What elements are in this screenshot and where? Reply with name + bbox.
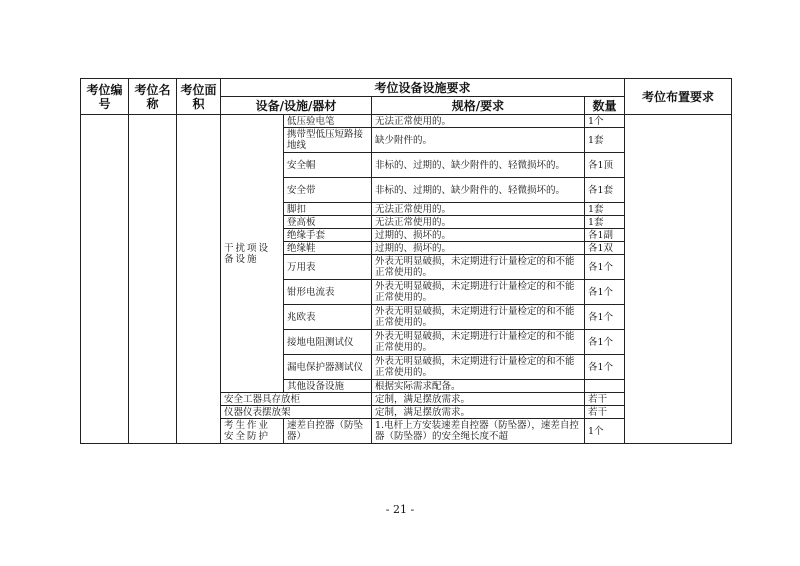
spec-cell: 外表无明显破损，未定期进行计量检定的和不能正常使用的。 (372, 330, 585, 355)
item-cell: 登高板 (284, 216, 372, 229)
qty-cell: 1个 (585, 419, 625, 444)
qty-cell: 各1副 (585, 229, 625, 242)
qty-cell: 各1个 (585, 280, 625, 305)
header-layout-requirements: 考位布置要求 (625, 79, 732, 115)
item-cell: 脚扣 (284, 203, 372, 216)
position-number-cell (81, 115, 129, 444)
qty-cell: 各1顶 (585, 153, 625, 178)
spec-cell: 非标的、过期的、缺少附件的、轻微损坏的。 (372, 178, 585, 203)
qty-cell: 各1个 (585, 330, 625, 355)
page-number: - 21 - (385, 503, 415, 516)
spec-cell: 无法正常使用的。 (372, 115, 585, 128)
position-name-cell (129, 115, 177, 444)
qty-cell: 若干 (585, 393, 625, 406)
spec-cell: 外表无明显破损，未定期进行计量检定的和不能正常使用的。 (372, 355, 585, 380)
header-spec: 规格/要求 (372, 97, 585, 115)
qty-cell: 1个 (585, 115, 625, 128)
header-qty: 数量 (585, 97, 625, 115)
qty-cell: 1套 (585, 216, 625, 229)
item-cell: 绝缘鞋 (284, 242, 372, 255)
spec-cell: 外表无明显破损，未定期进行计量检定的和不能正常使用的。 (372, 280, 585, 305)
item-cell: 安全工器具存放柜 (221, 393, 372, 406)
item-cell: 安全帽 (284, 153, 372, 178)
layout-cell (625, 115, 732, 444)
header-equipment-requirements: 考位设备设施要求 (221, 79, 625, 97)
qty-cell: 各1个 (585, 355, 625, 380)
group-label-safety: 考生作业安全防护 (221, 419, 284, 444)
group-label-distractor: 干扰项设备设施 (221, 115, 284, 393)
item-cell: 漏电保护器测试仪 (284, 355, 372, 380)
spec-cell: 过期的、损坏的。 (372, 229, 585, 242)
qty-cell: 若干 (585, 406, 625, 419)
item-cell: 安全带 (284, 178, 372, 203)
spec-cell: 定制，满足摆放需求。 (372, 393, 585, 406)
qty-cell (585, 380, 625, 393)
spec-cell: 外表无明显破损，未定期进行计量检定的和不能正常使用的。 (372, 305, 585, 330)
item-cell: 万用表 (284, 255, 372, 280)
item-cell: 其他设备设施 (284, 380, 372, 393)
header-position-area: 考位面积 (177, 79, 221, 115)
spec-cell: 过期的、损坏的。 (372, 242, 585, 255)
spec-cell: 定制，满足摆放需求。 (372, 406, 585, 419)
table-row (81, 115, 732, 128)
qty-cell: 1套 (585, 128, 625, 153)
qty-cell: 1套 (585, 203, 625, 216)
item-cell: 速差自控器（防坠器） (284, 419, 372, 444)
position-area-cell (177, 115, 221, 444)
requirements-table (80, 78, 732, 444)
qty-cell: 各1套 (585, 178, 625, 203)
header-row-1 (81, 79, 732, 97)
spec-cell: 非标的、过期的、缺少附件的、轻微损坏的。 (372, 153, 585, 178)
item-cell: 接地电阻测试仪 (284, 330, 372, 355)
spec-cell: 无法正常使用的。 (372, 216, 585, 229)
spec-cell: 外表无明显破损，未定期进行计量检定的和不能正常使用的。 (372, 255, 585, 280)
item-cell: 仪器仪表摆放架 (221, 406, 372, 419)
qty-cell: 各1双 (585, 242, 625, 255)
header-position-name: 考位名称 (129, 79, 177, 115)
item-cell: 绝缘手套 (284, 229, 372, 242)
item-cell: 钳形电流表 (284, 280, 372, 305)
spec-cell: 缺少附件的。 (372, 128, 585, 153)
spec-cell: 1.电杆上方安装速差自控器（防坠器），速差自控器（防坠器）的安全绳长度不超 (372, 419, 585, 444)
item-cell: 低压验电笔 (284, 115, 372, 128)
qty-cell: 各1个 (585, 305, 625, 330)
header-equipment: 设备/设施/器材 (221, 97, 372, 115)
spec-cell: 根据实际需求配备。 (372, 380, 585, 393)
header-position-number: 考位编号 (81, 79, 129, 115)
spec-cell: 无法正常使用的。 (372, 203, 585, 216)
item-cell: 携带型低压短路接地线 (284, 128, 372, 153)
item-cell: 兆欧表 (284, 305, 372, 330)
qty-cell: 各1个 (585, 255, 625, 280)
